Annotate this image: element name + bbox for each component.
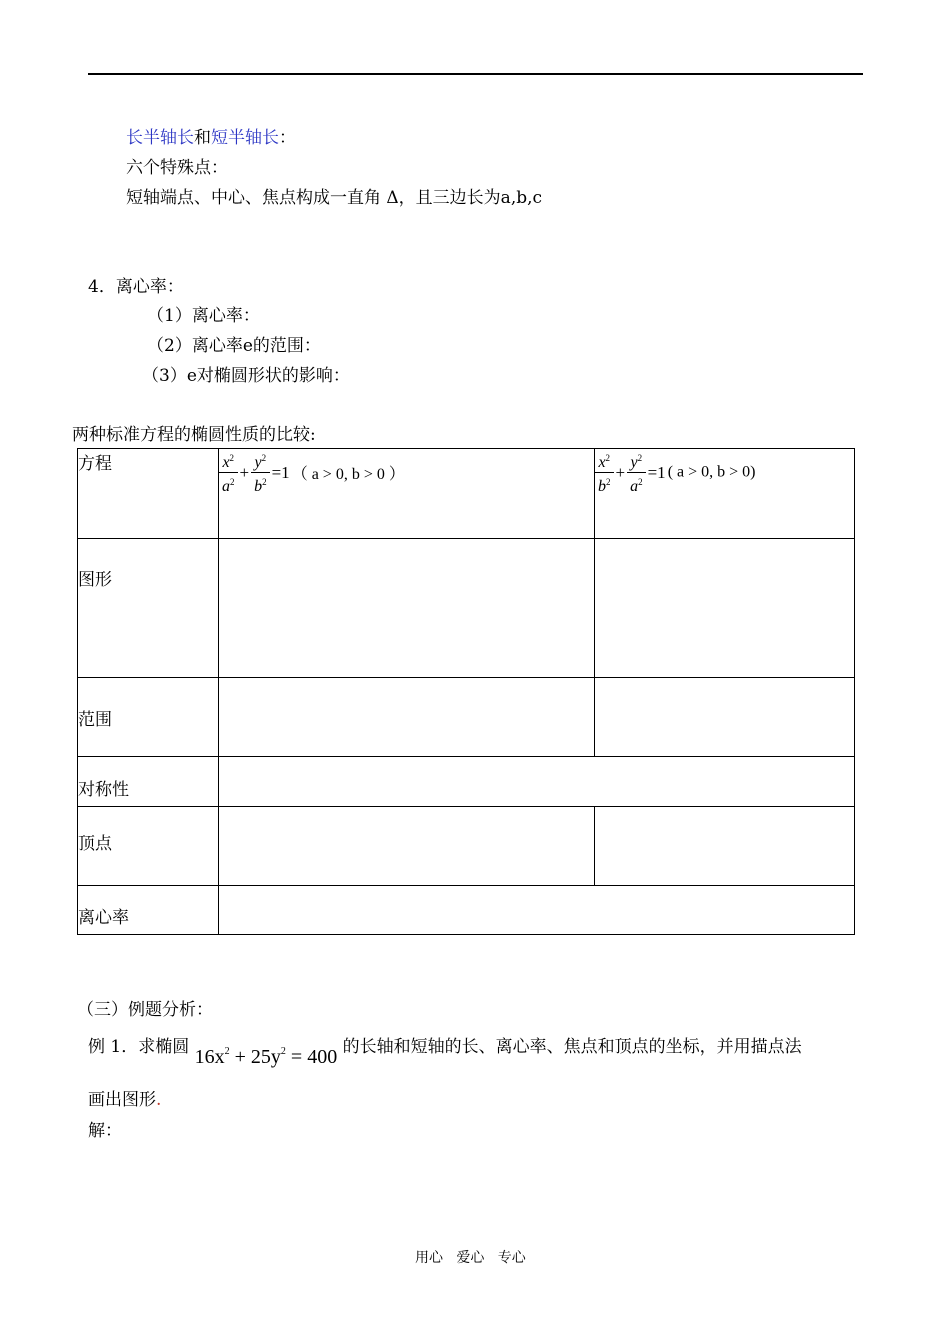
table-row-vertices: [78, 807, 855, 886]
row-label-symmetry: 对称性: [78, 757, 219, 807]
row-label-equation: 方程: [78, 449, 219, 539]
page-footer: 用心 爱心 专心: [415, 1250, 526, 1266]
eccentricity-item-1: （1）离心率：: [147, 306, 260, 326]
fraction-x-over-b: $\frac{x^2}{b^2}$: [595, 449, 614, 496]
equation-cell-2: $\frac{x^2}{b^2}$ + $\frac{y^2}{a^2}$ =1 ( a > 0, b > 0): [595, 449, 855, 539]
table-row-figure: [78, 539, 855, 678]
colon-text: ：: [279, 128, 296, 148]
row-label-range: 范围: [78, 678, 219, 757]
range-cell-2: [595, 678, 855, 757]
symmetry-cell: [219, 757, 855, 807]
equation-cell-1: $\frac{x^2}{a^2}$ + $\frac{y^2}{b^2}$ =1 （ a > 0, b > 0 ）: [219, 449, 595, 539]
six-points-line: 六个特殊点：: [126, 158, 228, 178]
example-1-line-2-text: 画出图形: [88, 1090, 156, 1110]
example-1-prefix: 例 1．求椭圆: [88, 1037, 190, 1057]
vertices-cell-2: [595, 807, 855, 886]
table-row-eccentricity: [78, 886, 855, 935]
examples-heading: （三）例题分析：: [77, 1000, 213, 1020]
figure-cell-1: [219, 539, 595, 678]
triangle-note: 短轴端点、中心、焦点构成一直角 Δ，且三边长为a,b,c: [126, 188, 543, 208]
condition-1: （ a > 0, b > 0 ）: [291, 466, 405, 483]
example-1-suffix: 的长轴和短轴的长、离心率、焦点和顶点的坐标，并用描点法: [342, 1037, 802, 1057]
and-text: 和: [194, 128, 211, 148]
solution-label: 解：: [88, 1121, 122, 1141]
vertices-cell-1: [219, 807, 595, 886]
condition-2: ( a > 0, b > 0): [667, 463, 756, 481]
table-row-range: [78, 678, 855, 757]
fraction-x-over-a: $\frac{x^2}{a^2}$: [219, 449, 238, 496]
header-rule: [88, 73, 863, 75]
eccentricity-heading: 4．离心率：: [88, 277, 184, 297]
eccentricity-item-3: （3）e对椭圆形状的影响：: [142, 366, 350, 386]
comparison-caption: 两种标准方程的椭圆性质的比较:: [72, 425, 316, 445]
long-semi-axis-text: 长半轴长: [126, 128, 194, 148]
eccentricity-cell: [219, 886, 855, 935]
figure-cell-2: [595, 539, 855, 678]
eccentricity-item-2: （2）离心率e的范围：: [147, 336, 321, 356]
axes-line: [126, 128, 296, 148]
example-1-line-2: [88, 1090, 161, 1110]
table-row-symmetry: [78, 757, 855, 807]
fraction-y-over-b: $\frac{y^2}{b^2}$: [251, 449, 270, 496]
row-label-figure: 图形: [78, 539, 219, 678]
row-label-vertices: 顶点: [78, 807, 219, 886]
table-row-equation: [78, 449, 855, 539]
range-cell-1: [219, 678, 595, 757]
example-1-line: [88, 1031, 802, 1068]
row-label-eccentricity: 离心率: [78, 886, 219, 935]
comparison-table: [77, 448, 855, 935]
short-semi-axis-text: 短半轴长: [211, 128, 279, 148]
example-1-period: .: [156, 1090, 162, 1110]
example-1-equation: $16x^2 + 25y^2 = 400$: [194, 1046, 338, 1068]
fraction-y-over-a: $\frac{y^2}{a^2}$: [627, 449, 646, 496]
